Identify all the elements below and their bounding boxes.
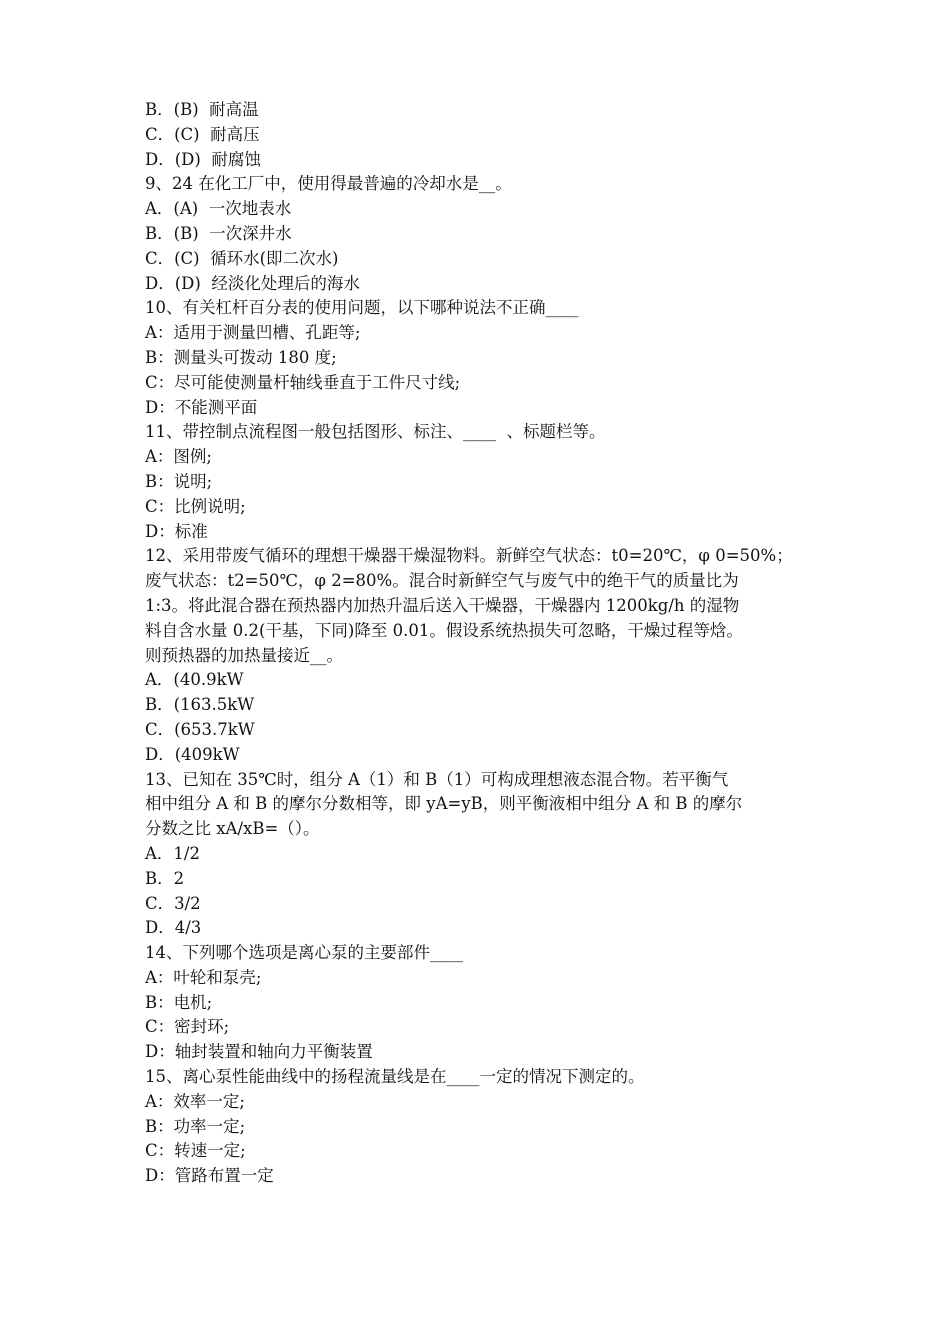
question-12-line-5: 则预热器的加热量接近__。 bbox=[145, 645, 343, 665]
option-line: D．(D) 耐腐蚀 bbox=[145, 149, 261, 169]
option-line: A．(A) 一次地表水 bbox=[145, 199, 292, 219]
question-12-line-1: 12、采用带废气循环的理想干燥器干燥湿物料。新鲜空气状态：t0=20℃，φ 0=50%； bbox=[145, 546, 793, 566]
document-body bbox=[145, 98, 820, 1189]
option-line: A．(40.9kW bbox=[145, 670, 244, 690]
option-line: A．1/2 bbox=[145, 843, 200, 863]
option-line: D：标准 bbox=[145, 521, 208, 541]
question-13-line-3: 分数之比 xA/xB=（）。 bbox=[145, 819, 320, 839]
option-line: D．(409kW bbox=[145, 744, 240, 764]
option-line: B：功率一定; bbox=[145, 1116, 246, 1136]
question-13-line-1: 13、已知在 35℃时，组分 A（1）和 B（1）可构成理想液态混合物。若平衡气 bbox=[145, 769, 729, 789]
question-9: 9、24 在化工厂中，使用得最普遍的冷却水是__。 bbox=[145, 174, 512, 194]
option-line: C．(653.7kW bbox=[145, 719, 255, 739]
option-line: B．(B) 耐高温 bbox=[145, 100, 259, 119]
option-line: B：说明; bbox=[145, 471, 213, 491]
option-line: A：适用于测量凹槽、孔距等; bbox=[145, 323, 361, 343]
option-line: C：尽可能使测量杆轴线垂直于工件尺寸线; bbox=[145, 372, 461, 392]
question-12-line-3: 1:3。将此混合器在预热器内加热升温后送入干燥器，干燥器内 1200kg/h 的湿物 bbox=[145, 595, 740, 615]
question-11: 11、带控制点流程图一般包括图形、标注、____ 、标题栏等。 bbox=[145, 422, 606, 442]
option-line: C：比例说明; bbox=[145, 496, 246, 516]
option-line: C．(C) 循环水(即二次水) bbox=[145, 248, 339, 268]
option-line: D．(D) 经淡化处理后的海水 bbox=[145, 273, 360, 293]
option-line: B：测量头可拨动 180 度; bbox=[145, 347, 337, 367]
question-15: 15、离心泵性能曲线中的扬程流量线是在____一定的情况下测定的。 bbox=[145, 1067, 645, 1087]
option-line: C：密封环; bbox=[145, 1017, 230, 1037]
option-line: B．2 bbox=[145, 868, 185, 888]
question-12-line-4: 料自含水量 0.2(干基，下同)降至 0.01。假设系统热损失可忽略，干燥过程等焓。 bbox=[145, 620, 743, 640]
option-line: D：轴封装置和轴向力平衡装置 bbox=[145, 1042, 373, 1062]
option-line: A：叶轮和泵壳; bbox=[145, 967, 262, 987]
option-line: A：效率一定; bbox=[145, 1091, 245, 1111]
question-12-line-2: 废气状态：t2=50℃，φ 2=80%。混合时新鲜空气与废气中的绝干气的质量比为 bbox=[145, 571, 739, 591]
question-14: 14、下列哪个选项是离心泵的主要部件____ bbox=[145, 943, 463, 963]
option-line: B：电机; bbox=[145, 992, 213, 1012]
option-line: D．4/3 bbox=[145, 918, 202, 938]
question-10: 10、有关杠杆百分表的使用问题，以下哪种说法不正确____ bbox=[145, 298, 579, 318]
option-line: B．(163.5kW bbox=[145, 695, 255, 715]
option-line: D：不能测平面 bbox=[145, 397, 258, 417]
option-line: C．(C) 耐高压 bbox=[145, 124, 260, 144]
option-line: C．3/2 bbox=[145, 893, 201, 913]
option-line: C：转速一定; bbox=[145, 1141, 246, 1161]
option-line: A：图例; bbox=[145, 447, 212, 467]
option-line: B．(B) 一次深井水 bbox=[145, 223, 292, 243]
option-line: D：管路布置一定 bbox=[145, 1166, 274, 1186]
question-13-line-2: 相中组分 A 和 B 的摩尔分数相等，即 yA=yB，则平衡液相中组分 A 和 B 的摩尔 bbox=[145, 794, 743, 814]
